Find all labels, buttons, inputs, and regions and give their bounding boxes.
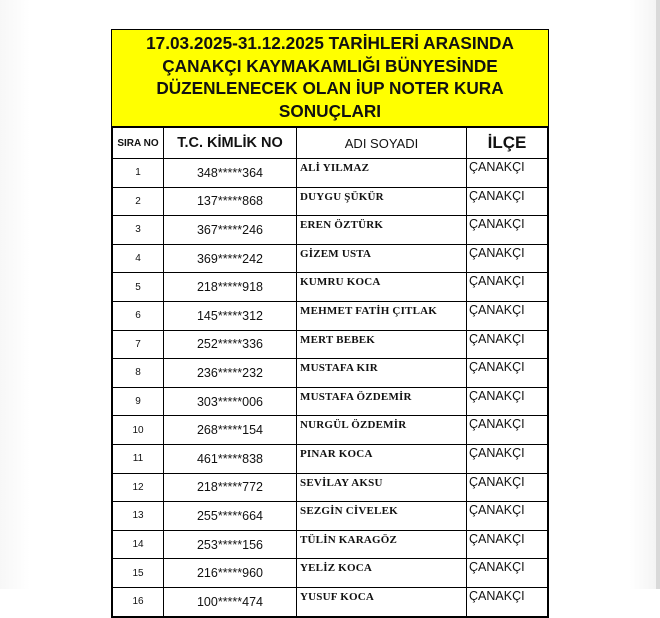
row-tc-kimlik-no: 236*****232	[164, 359, 297, 388]
results-table	[112, 127, 548, 617]
row-tc-kimlik-no: 255*****664	[164, 502, 297, 531]
row-sira-no: 6	[113, 301, 164, 330]
row-sira-no: 11	[113, 444, 164, 473]
row-sira-no: 9	[113, 387, 164, 416]
row-ilce: ÇANAKÇI	[467, 530, 548, 559]
row-sira-no: 12	[113, 473, 164, 502]
row-tc-kimlik-no: 367*****246	[164, 216, 297, 245]
row-adi-soyadi: ALİ YILMAZ	[297, 159, 467, 188]
row-adi-soyadi: NURGÜL ÖZDEMİR	[297, 416, 467, 445]
row-tc-kimlik-no: 137*****868	[164, 187, 297, 216]
row-ilce: ÇANAKÇI	[467, 244, 548, 273]
table-row	[113, 187, 548, 216]
row-sira-no: 2	[113, 187, 164, 216]
row-adi-soyadi: YELİZ KOCA	[297, 559, 467, 588]
row-ilce: ÇANAKÇI	[467, 216, 548, 245]
header-adi-soyadi: ADI SOYADI	[297, 128, 467, 159]
row-adi-soyadi: KUMRU KOCA	[297, 273, 467, 302]
table-row	[113, 159, 548, 188]
row-ilce: ÇANAKÇI	[467, 444, 548, 473]
table-row	[113, 244, 548, 273]
row-tc-kimlik-no: 348*****364	[164, 159, 297, 188]
table-row	[113, 387, 548, 416]
page-edge	[656, 0, 660, 589]
row-adi-soyadi: TÜLİN KARAGÖZ	[297, 530, 467, 559]
title-line-2: ÇANAKÇI KAYMAKAMLIĞI BÜNYESİNDE	[162, 55, 498, 76]
row-ilce: ÇANAKÇI	[467, 416, 548, 445]
row-ilce: ÇANAKÇI	[467, 559, 548, 588]
row-tc-kimlik-no: 303*****006	[164, 387, 297, 416]
row-sira-no: 13	[113, 502, 164, 531]
table-row	[113, 502, 548, 531]
row-tc-kimlik-no: 369*****242	[164, 244, 297, 273]
table-row	[113, 530, 548, 559]
row-tc-kimlik-no: 461*****838	[164, 444, 297, 473]
row-ilce: ÇANAKÇI	[467, 473, 548, 502]
table-row	[113, 416, 548, 445]
row-adi-soyadi: PINAR KOCA	[297, 444, 467, 473]
row-tc-kimlik-no: 145*****312	[164, 301, 297, 330]
table-row	[113, 587, 548, 616]
table-row	[113, 216, 548, 245]
table-row	[113, 330, 548, 359]
row-sira-no: 15	[113, 559, 164, 588]
row-ilce: ÇANAKÇI	[467, 273, 548, 302]
row-sira-no: 10	[113, 416, 164, 445]
title-line-1: 17.03.2025-31.12.2025 TARİHLERİ ARASINDA	[146, 33, 514, 53]
row-tc-kimlik-no: 218*****772	[164, 473, 297, 502]
header-tc-kimlik-no: T.C. KİMLİK NO	[164, 128, 297, 159]
header-ilce: İLÇE	[467, 128, 548, 159]
row-sira-no: 16	[113, 587, 164, 616]
row-ilce: ÇANAKÇI	[467, 330, 548, 359]
row-tc-kimlik-no: 252*****336	[164, 330, 297, 359]
row-tc-kimlik-no: 216*****960	[164, 559, 297, 588]
table-row	[113, 444, 548, 473]
row-ilce: ÇANAKÇI	[467, 187, 548, 216]
row-ilce: ÇANAKÇI	[467, 159, 548, 188]
table-row	[113, 359, 548, 388]
header-sira-no: SIRA NO	[113, 128, 164, 159]
title-line-3: DÜZENLENECEK OLAN İUP NOTER KURA	[156, 78, 504, 98]
row-ilce: ÇANAKÇI	[467, 502, 548, 531]
row-ilce: ÇANAKÇI	[467, 387, 548, 416]
row-ilce: ÇANAKÇI	[467, 301, 548, 330]
row-ilce: ÇANAKÇI	[467, 587, 548, 616]
row-adi-soyadi: MERT BEBEK	[297, 330, 467, 359]
row-sira-no: 4	[113, 244, 164, 273]
row-adi-soyadi: SEVİLAY AKSU	[297, 473, 467, 502]
table-row	[113, 273, 548, 302]
row-sira-no: 5	[113, 273, 164, 302]
row-sira-no: 8	[113, 359, 164, 388]
row-ilce: ÇANAKÇI	[467, 359, 548, 388]
row-adi-soyadi: MEHMET FATİH ÇITLAK	[297, 301, 467, 330]
header-row	[113, 128, 548, 159]
table-row	[113, 559, 548, 588]
row-sira-no: 1	[113, 159, 164, 188]
table-body	[113, 159, 548, 617]
row-tc-kimlik-no: 100*****474	[164, 587, 297, 616]
table-row	[113, 301, 548, 330]
row-sira-no: 14	[113, 530, 164, 559]
row-adi-soyadi: YUSUF KOCA	[297, 587, 467, 616]
title-line-4: SONUÇLARI	[278, 100, 382, 121]
table-row	[113, 473, 548, 502]
row-adi-soyadi: SEZGİN CİVELEK	[297, 502, 467, 531]
row-sira-no: 7	[113, 330, 164, 359]
title-banner	[112, 30, 548, 127]
row-sira-no: 3	[113, 216, 164, 245]
row-adi-soyadi: DUYGU ŞÜKÜR	[297, 187, 467, 216]
row-adi-soyadi: EREN ÖZTÜRK	[297, 216, 467, 245]
row-adi-soyadi: MUSTAFA ÖZDEMİR	[297, 387, 467, 416]
row-adi-soyadi: GİZEM USTA	[297, 244, 467, 273]
row-tc-kimlik-no: 253*****156	[164, 530, 297, 559]
row-tc-kimlik-no: 218*****918	[164, 273, 297, 302]
row-adi-soyadi: MUSTAFA KIR	[297, 359, 467, 388]
results-sheet	[111, 29, 549, 618]
row-tc-kimlik-no: 268*****154	[164, 416, 297, 445]
